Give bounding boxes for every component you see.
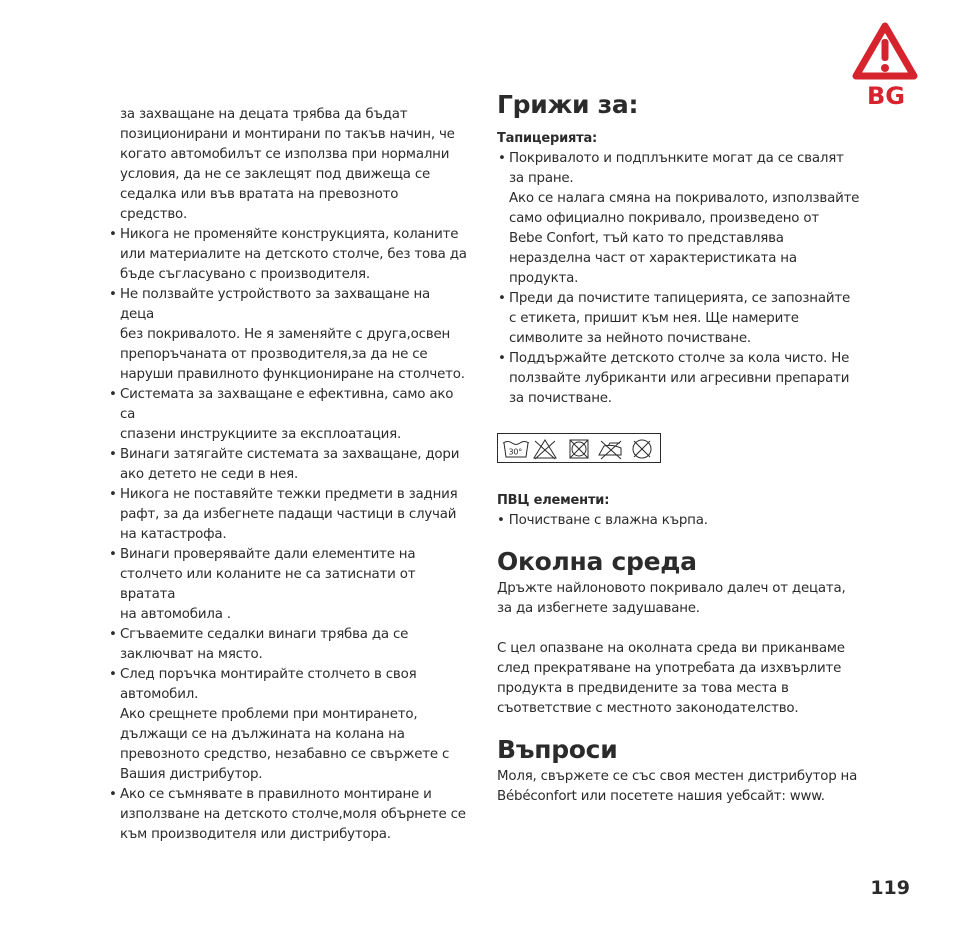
text-line: Bébéconfort или посетете нашия уебсайт: www. — [497, 789, 825, 804]
text-line: превозното средство, незабавно се свържете с — [120, 747, 450, 762]
text-line: позиционирани и монтирани по такъв начин, че — [120, 127, 455, 142]
text-line: само официално покривало, произведено от — [509, 211, 819, 226]
text-line: Поддържайте детското столче за кола чисто. Не — [509, 351, 850, 366]
pvc-text: • Почистване с влажна кърпа. — [497, 513, 708, 528]
bullet-icon: • — [109, 627, 117, 642]
text-line: с етикета, пришит към нея. Ще намерите — [509, 311, 799, 326]
text-line: за почистване. — [509, 391, 612, 406]
text-line: Дръжте найлоновото покривало далеч от децата, — [497, 581, 846, 596]
text-line: След поръчка монтирайте столчето в своя — [120, 667, 417, 682]
text-line: на катастрофа. — [120, 527, 227, 542]
text-line: за захващане на децата трябва да бъдат — [120, 107, 408, 122]
text-line: условия, да не се заклещят под движеща се — [120, 167, 431, 182]
left-column — [108, 105, 468, 845]
text-line: препоръчаната от прозводителя,за да не се — [120, 347, 428, 362]
bullet-icon: • — [498, 151, 506, 166]
text-line: Ако се съмнявате в правилното монтиране и — [120, 787, 432, 802]
safety-bullet — [108, 485, 468, 545]
care-bullet — [497, 289, 867, 349]
bullet-icon: • — [109, 227, 117, 242]
text-line: символите за нейното почистване. — [509, 331, 751, 346]
text-line: Не ползвайте устройството за захващане на деца — [120, 287, 431, 322]
text-line: съответствие с местното законодателство. — [497, 701, 799, 716]
wash-30-icon — [503, 442, 529, 458]
text-line: рафт, за да избегнете падащи частици в случай — [120, 507, 457, 522]
text-line: Сгъваемите седалки винаги трябва да се — [120, 627, 409, 642]
text-line: бъде съгласувано с производителя. — [120, 267, 370, 282]
text-line: без покривалото. Не я заменяйте с друга,освен — [120, 327, 451, 342]
text-line: неразделна част от характеристиката на — [509, 251, 797, 266]
bullet-icon: • — [109, 447, 117, 462]
upholstery-subtitle: Тапицерията: — [497, 131, 598, 146]
text-line: на автомобила . — [120, 607, 231, 622]
safety-bullet — [108, 285, 468, 385]
wash-temperature: 30° — [508, 447, 523, 457]
text-line: Ако срещнете проблеми при монтирането, — [120, 707, 418, 722]
safety-bullet — [108, 545, 468, 625]
text-line: към производителя или дистрибутора. — [120, 827, 391, 842]
page-number: 119 — [870, 877, 910, 899]
text-line: когато автомобилът се използва при нормални — [120, 147, 450, 162]
text-line: Ако се налага смяна на покривалото, използвайте — [509, 191, 860, 206]
questions-section-title: Въпроси — [497, 735, 618, 764]
text-line: Bebe Confort, тъй като то представлява — [509, 231, 784, 246]
text-line: Системата за захващане е ефективна, само ако са — [120, 387, 454, 422]
care-bullet — [497, 149, 867, 289]
no-dry-clean-icon — [633, 440, 651, 458]
text-line: Вашия дистрибутор. — [120, 767, 263, 782]
text-line: Винаги проверявайте дали елементите на — [120, 547, 416, 562]
safety-bullet — [108, 625, 468, 665]
text-line: ползвайте лубриканти или агресивни препарати — [509, 371, 850, 386]
text-line: наруши правилното функциониране на столчето. — [120, 367, 465, 382]
text-line: продукта. — [509, 271, 579, 286]
text-line: използване на детското столче,моля обърнете се — [120, 807, 466, 822]
text-line: Покривалото и подплънките могат да се свалят — [509, 151, 844, 166]
intro-paragraph — [108, 105, 468, 225]
safety-bullet — [108, 385, 468, 445]
environment-section-title: Околна среда — [497, 547, 697, 576]
text-line: спазени инструкциите за експлоатация. — [120, 427, 402, 442]
text-line: продукта в предвидените за това места в — [497, 681, 789, 696]
text-line: столчето или коланите не са затиснати от вратата — [120, 567, 416, 602]
safety-bullet — [108, 665, 468, 785]
bullet-icon: • — [109, 487, 117, 502]
bullet-icon: • — [109, 287, 117, 302]
warning-triangle-icon — [852, 22, 918, 82]
text-line: С цел опазване на околната среда ви приканваме — [497, 641, 845, 656]
no-iron-icon — [599, 441, 621, 459]
text-line: седалка или във вратата на превозното средство. — [120, 187, 399, 222]
bullet-icon: • — [498, 351, 506, 366]
no-bleach-icon — [534, 440, 556, 459]
bullet-icon: • — [109, 547, 117, 562]
text-line: Моля, свържете се със своя местен дистрибутор на — [497, 769, 858, 784]
right-column — [497, 88, 867, 807]
text-line: автомобил. — [120, 687, 199, 702]
safety-bullet — [108, 225, 468, 285]
bullet-icon: • — [498, 291, 506, 306]
safety-bullet — [108, 785, 468, 845]
language-code: BG — [867, 82, 905, 110]
pvc-subtitle: ПВЦ елементи: — [497, 493, 610, 508]
text-line: за да избегнете задушаване. — [497, 601, 700, 616]
text-line: за пране. — [509, 171, 574, 186]
text-line: Винаги затягайте системата за захващане, дори — [120, 447, 460, 462]
text-line: Никога не поставяйте тежки предмети в задния — [120, 487, 458, 502]
care-bullet — [497, 349, 867, 409]
bullet-icon: • — [109, 667, 117, 682]
text-line: дължащи се на дължината на колана на — [120, 727, 405, 742]
text-line: Никога не променяйте конструкцията, коланите — [120, 227, 459, 242]
bullet-icon: • — [109, 787, 117, 802]
text-line: ако детето не седи в нея. — [120, 467, 299, 482]
text-line: Преди да почистите тапицерията, се запознайте — [509, 291, 851, 306]
care-section-title: Грижи за: — [497, 90, 639, 119]
text-line: или материалите на детското столче, без това да — [120, 247, 467, 262]
text-line: заключват на място. — [120, 647, 263, 662]
no-tumble-dry-icon — [570, 440, 588, 458]
bullet-icon: • — [109, 387, 117, 402]
safety-bullet — [108, 445, 468, 485]
text-line: след прекратяване на употребата да изхвърлите — [497, 661, 842, 676]
care-symbols-box — [497, 433, 661, 463]
